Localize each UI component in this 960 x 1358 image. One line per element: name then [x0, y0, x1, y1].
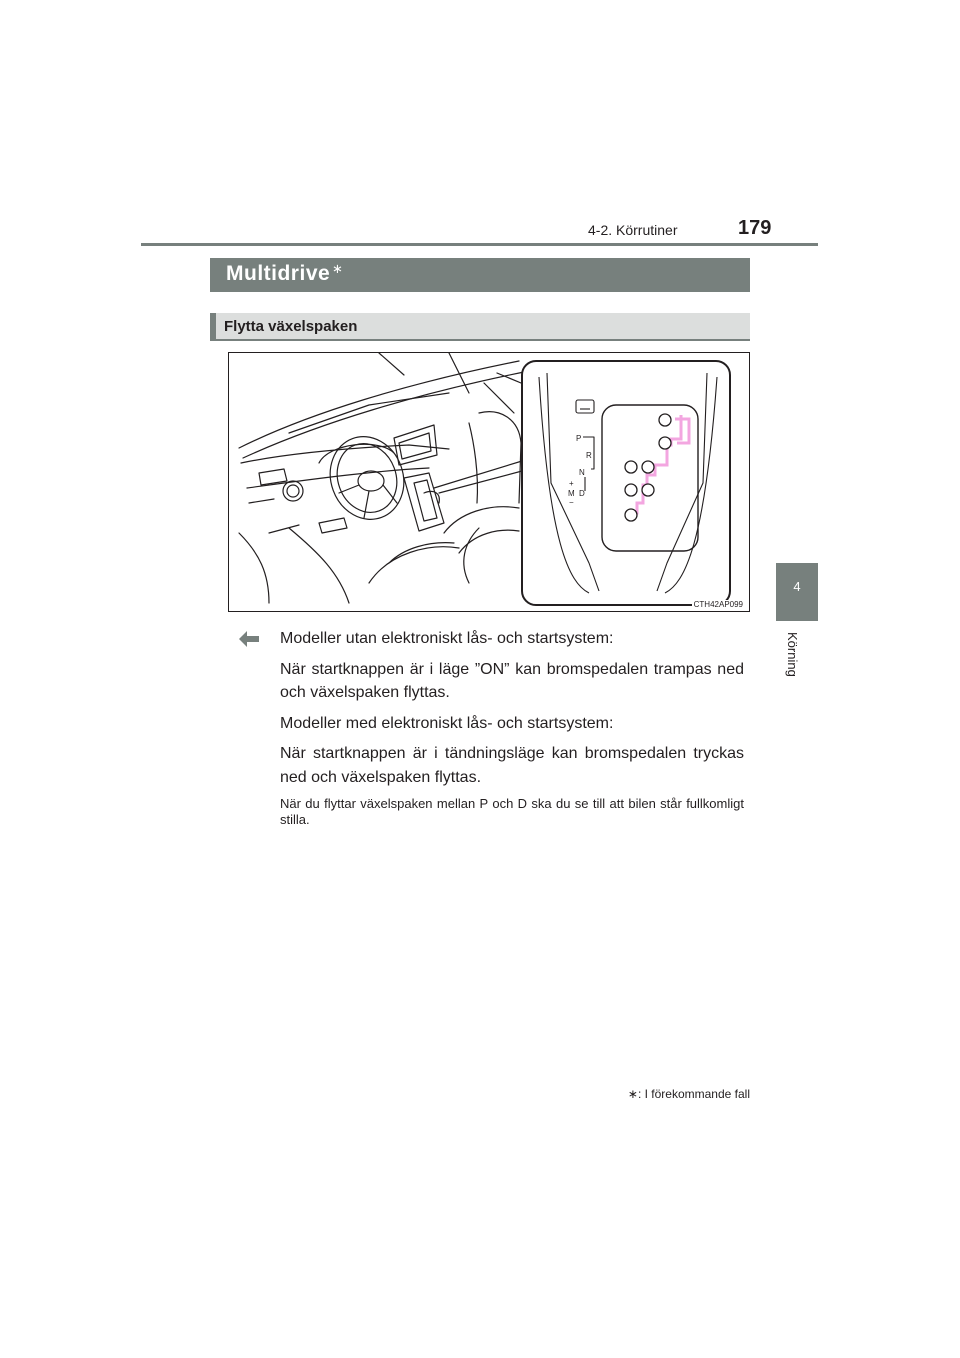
- shift-lever-illustration: [228, 352, 750, 612]
- safety-note: När du flyttar växelspaken mellan P och D ska du se till att bilen står fullkomligt stilla.: [280, 796, 744, 827]
- gate-label-m: M: [568, 489, 575, 498]
- figure-code: CTH42AP099: [693, 600, 743, 609]
- interior-drawing: [229, 353, 750, 612]
- footnote: [560, 1087, 750, 1101]
- page-number: 179: [738, 217, 772, 239]
- header-rule: [141, 243, 818, 246]
- chapter-label: [786, 632, 800, 692]
- body-text: [280, 627, 744, 835]
- chapter-label-text: Körning: [785, 632, 800, 677]
- section-title-bar: [210, 258, 750, 292]
- optional-marker: ∗: [332, 261, 343, 276]
- gate-label-n: N: [579, 468, 585, 477]
- paragraph-with-smart-key: Modeller med elektroniskt lås- och startsystem:: [280, 714, 614, 732]
- gate-label-d: D: [579, 489, 585, 498]
- section-header: 4-2. Körrutiner: [588, 222, 678, 238]
- subsection-header: [210, 313, 750, 341]
- footnote-marker: ∗: [627, 1087, 638, 1101]
- chapter-tab[interactable]: [776, 563, 818, 621]
- gate-label-p: P: [576, 434, 582, 443]
- paragraph-with-smart-key-detail: När startknappen är i tändningsläge kan bromspedalen tryckas ned och växelspaken flyttas.: [280, 745, 744, 786]
- subheader-accent: [210, 313, 216, 339]
- subsection-title: Flytta växelspaken: [224, 318, 358, 335]
- paragraph-without-smart-key-detail: När startknappen är i läge ”ON” kan bromspedalen trampas ned och växelspaken flyttas.: [280, 660, 744, 701]
- paragraph-without-smart-key: Modeller utan elektroniskt lås- och startsystem:: [280, 630, 614, 647]
- gate-label-plus: +: [569, 479, 574, 488]
- section-title: Multidrive: [226, 262, 331, 285]
- reference-arrow-icon: [239, 630, 259, 648]
- chapter-number: 4: [793, 579, 801, 594]
- footnote-text: : I förekommande fall: [637, 1087, 750, 1101]
- gate-label-minus: −: [569, 498, 574, 507]
- gate-label-r: R: [586, 451, 592, 460]
